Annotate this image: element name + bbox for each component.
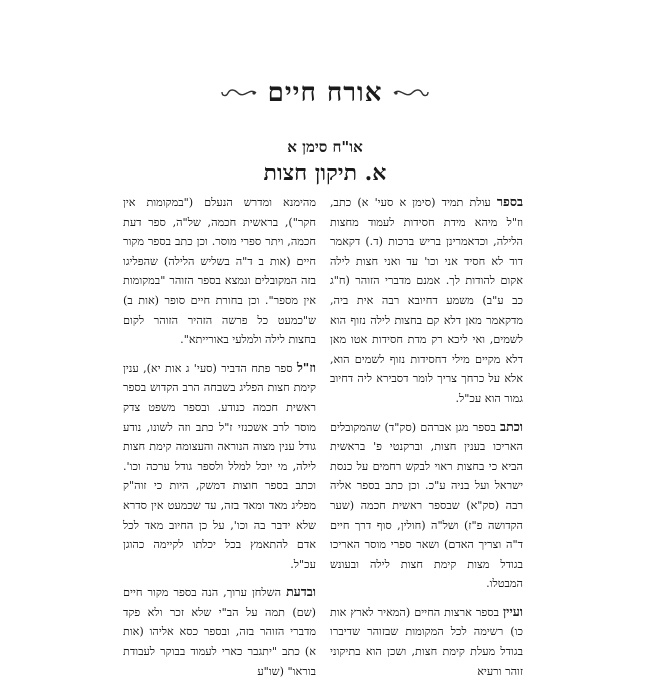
text-columns <box>123 192 524 678</box>
flourish-right-icon <box>392 85 430 101</box>
paragraph-lead: וכתב <box>500 418 524 434</box>
flourish-left-icon <box>220 85 258 101</box>
siman-label: או"ח סימן א <box>287 138 363 156</box>
paragraph-text: השלחן ערוך, הנה בספר מקור חיים (שם) תמה על הב"י שלא זכר ולא פקד מדברי הזוהר בזה, ובספר כסא אליהו (אות א) כתב "יתגבר כארי לעמוד בבוקר לעבודת בוראו" (שו"ע <box>123 586 316 678</box>
right-column <box>330 192 524 678</box>
paragraph-lead: ובדעת <box>286 584 316 600</box>
chapter-title: א. תיקון חצות <box>263 160 387 186</box>
paragraph-text: בספר מגן אברהם (סק"ד) שהמקובלים האריכו בענין חצות, וברקנטי פ' בראשית הביא כי בחצות ראוי לבקש רחמים על כנסת ישראל ועל בניה ע"כ. וכן כתב בספר אליה רבה (סק"א) שבספר ראשית חכמה (שער הקדושה פ"ז) ושל"ה (חולין, סוף דרך חיים ד"ה וצריך האדם) ושאר ספרי מוסר האריכו בגודל מצות קימת חצות לילה ובעונש המבטלו. <box>330 420 523 591</box>
paragraph <box>330 417 523 594</box>
paragraph <box>330 602 523 681</box>
paragraph-lead: בספר <box>496 194 523 209</box>
page-title: אורח חיים <box>267 78 383 108</box>
paragraph <box>330 192 523 409</box>
paragraph <box>123 582 316 681</box>
paragraph-text: ספר פתח הדביר (סעי' ג אות יא), ענין קימת חצות הפליג בשבחה הרב הקדוש בספר ראשית חכמה כנודע. ובספר משפט צדק מוסר לרב אשכנזי ז"ל כתב וזה לשונו, נודע גודל ענין מצוה הנוראה והעצומה קימת חצות לילה, מי יוכל למלל ולספר גודל ערכה וכו'. וכתב בספר חוצות דמשק, היות כי זוה"ק מפליג מאד ומאד בזה, עד שכמעט אין סדרא שלא ידבר בה וכו', על כן החיוב מאד לכל אדם להתאמץ בכל יכלתו לקיימה כהוגן עכ"ל. <box>123 361 316 571</box>
left-column <box>123 192 316 678</box>
paragraph-text: עולת תמיד (סימן א סעי' א) כתב, וז"ל מיהא מידת חסידות לעמוד מחצות הלילה, וכדאמרינן בריש ברכות (ד.) דקאמר דוד לא חסיד אני וכו' עד ואני חצות לילה אקום להודות לך. אמנם מדברי הזוהר (ח"ג כב ע"ב) משמע דחיובא רבה אית ביה, מדקאמר מאן דלא קם בחצות לילה נזוף הוא לשמים, ואי ליכא רק מדת חסידות אטו מאן דלא מקיים מילי דחסידות נזוף לשמים הוא, אלא על כרחך צריך לומר דסבירא ליה דחיוב גמור הוא עכ"ל. <box>330 196 523 405</box>
paragraph <box>123 358 316 575</box>
paragraph-text: בספר ארצות החיים (המאיר לארץ אות כו) רשימה לכל המקומות שבזוהר שדיברו בגודל מעלת קימת חצות, ושכן הוא בתיקוני זוהר ורעיא <box>330 605 523 678</box>
paragraph-lead: ועיין <box>502 603 523 619</box>
title-row <box>0 75 650 111</box>
paragraph-text: מהימנא ומדרש הנעלם ("במקומות אין חקר"), בראשית חכמה, של"ה, ספר דעת חכמה, ויתר ספרי מוסר. וכן כתב בספר מקור חיים (אות ב ד"ה בשליש הלילה) שהפליגו בזה המקובלים ונמצא בספר הזוהר "במקומות אין מספר". וכן בחורת חיים סופר (אות ב) ש"כמעט כל פרשה הזהיר הזוהר לקום בחצות לילה ולמלעי באורייתא". <box>123 196 316 347</box>
paragraph-lead: וז"ל <box>296 359 316 375</box>
paragraph <box>123 192 316 350</box>
